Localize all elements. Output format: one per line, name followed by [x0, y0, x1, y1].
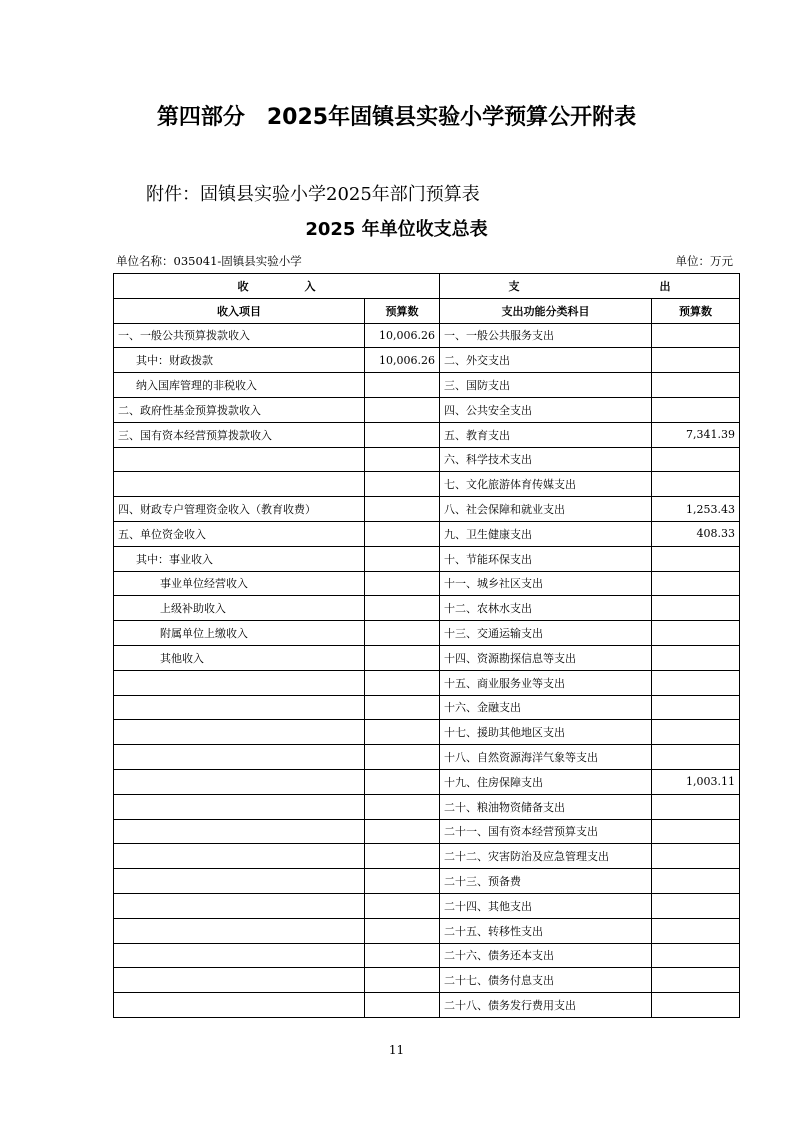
expense-amount-cell [652, 918, 740, 943]
income-amount-cell [365, 670, 440, 695]
income-item-cell [114, 447, 365, 472]
table-row [114, 720, 740, 745]
expense-amount-cell [652, 645, 740, 670]
income-item-cell [114, 893, 365, 918]
table-row [114, 323, 740, 348]
table-row [114, 943, 740, 968]
income-item-cell [114, 993, 365, 1018]
income-item-cell: 事业单位经营收入 [114, 571, 365, 596]
expense-amount-cell [652, 348, 740, 373]
expense-amount-cell [652, 546, 740, 571]
expense-item-cell: 十六、金融支出 [440, 695, 652, 720]
income-item-header: 收入项目 [114, 298, 365, 323]
table-row [114, 769, 740, 794]
expense-item-header: 支出功能分类科目 [440, 298, 652, 323]
table-body [114, 323, 740, 1017]
expense-item-cell: 二、外交支出 [440, 348, 652, 373]
expense-item-cell: 二十四、其他支出 [440, 893, 652, 918]
income-amount-cell: 10,006.26 [365, 348, 440, 373]
income-item-cell [114, 670, 365, 695]
table-row [114, 670, 740, 695]
income-item-cell: 二、政府性基金预算拨款收入 [114, 397, 365, 422]
income-amount-cell [365, 720, 440, 745]
expense-item-cell: 二十八、债务发行费用支出 [440, 993, 652, 1018]
table-row [114, 571, 740, 596]
expense-item-cell: 二十五、转移性支出 [440, 918, 652, 943]
table-header-group-row [114, 274, 740, 299]
expense-item-cell: 十七、援助其他地区支出 [440, 720, 652, 745]
expense-item-cell: 五、教育支出 [440, 422, 652, 447]
expense-amount-cell [652, 993, 740, 1018]
page-title: 第四部分 2025年固镇县实验小学预算公开附表 [156, 105, 637, 130]
table-title: 2025 年单位收支总表 [305, 219, 488, 240]
expense-amount-cell [652, 397, 740, 422]
table-row [114, 497, 740, 522]
income-item-cell: 一、一般公共预算拨款收入 [114, 323, 365, 348]
income-amount-cell [365, 943, 440, 968]
income-group-header [114, 274, 440, 299]
expense-amount-cell [652, 794, 740, 819]
expense-amount-cell [652, 869, 740, 894]
table-row [114, 447, 740, 472]
expense-item-cell: 十一、城乡社区支出 [440, 571, 652, 596]
income-item-cell: 其中：事业收入 [114, 546, 365, 571]
table-row [114, 521, 740, 546]
page-number: 11 [388, 1043, 405, 1057]
table-row [114, 472, 740, 497]
income-item-cell [114, 720, 365, 745]
expense-item-cell: 三、国防支出 [440, 373, 652, 398]
income-amount-cell [365, 968, 440, 993]
income-amount-cell [365, 819, 440, 844]
table-row [114, 621, 740, 646]
expense-item-cell: 十四、资源勘探信息等支出 [440, 645, 652, 670]
expense-amount-cell [652, 968, 740, 993]
expense-amount-cell [652, 844, 740, 869]
income-item-cell: 附属单位上缴收入 [114, 621, 365, 646]
table-row [114, 373, 740, 398]
expense-item-cell: 六、科学技术支出 [440, 447, 652, 472]
table-row [114, 869, 740, 894]
income-amount-cell [365, 695, 440, 720]
table-row [114, 993, 740, 1018]
income-budget-header: 预算数 [365, 298, 440, 323]
expense-amount-cell [652, 472, 740, 497]
expense-amount-cell: 1,003.11 [652, 769, 740, 794]
income-item-cell [114, 695, 365, 720]
income-amount-cell [365, 596, 440, 621]
expense-item-cell: 二十、粮油物资储备支出 [440, 794, 652, 819]
income-amount-cell [365, 993, 440, 1018]
income-item-cell: 纳入国库管理的非税收入 [114, 373, 365, 398]
income-amount-cell [365, 869, 440, 894]
income-item-cell: 三、国有资本经营预算拨款收入 [114, 422, 365, 447]
expense-amount-cell [652, 447, 740, 472]
expense-amount-cell [652, 943, 740, 968]
income-amount-cell [365, 769, 440, 794]
expense-group-char-2: 出 [659, 279, 671, 293]
income-item-cell [114, 769, 365, 794]
income-item-cell: 其中：财政拨款 [114, 348, 365, 373]
expense-amount-cell [652, 819, 740, 844]
unit-label: 单位：万元 [675, 254, 733, 268]
expense-item-cell: 十三、交通运输支出 [440, 621, 652, 646]
expense-amount-cell: 7,341.39 [652, 422, 740, 447]
expense-item-cell: 二十七、债务付息支出 [440, 968, 652, 993]
income-item-cell [114, 819, 365, 844]
income-item-cell [114, 745, 365, 770]
expense-amount-cell [652, 323, 740, 348]
income-item-cell: 四、财政专户管理资金收入（教育收费） [114, 497, 365, 522]
table-row [114, 695, 740, 720]
income-amount-cell [365, 918, 440, 943]
expense-item-cell: 十八、自然资源海洋气象等支出 [440, 745, 652, 770]
income-item-cell [114, 794, 365, 819]
expense-amount-cell [652, 596, 740, 621]
income-item-cell [114, 472, 365, 497]
table-row [114, 968, 740, 993]
expense-item-cell: 一、一般公共服务支出 [440, 323, 652, 348]
income-group-char-1: 收 [237, 279, 249, 293]
table-row [114, 794, 740, 819]
expense-item-cell: 九、卫生健康支出 [440, 521, 652, 546]
unit-name: 单位名称：035041-固镇县实验小学 [116, 254, 302, 268]
expense-item-cell: 十五、商业服务业等支出 [440, 670, 652, 695]
income-item-cell [114, 844, 365, 869]
expense-amount-cell: 408.33 [652, 521, 740, 546]
expense-item-cell: 二十二、灾害防治及应急管理支出 [440, 844, 652, 869]
expense-amount-cell [652, 670, 740, 695]
expense-item-cell: 十二、农林水支出 [440, 596, 652, 621]
expense-amount-cell: 1,253.43 [652, 497, 740, 522]
expense-amount-cell [652, 571, 740, 596]
table-row [114, 918, 740, 943]
table-row [114, 819, 740, 844]
income-amount-cell [365, 447, 440, 472]
income-amount-cell [365, 472, 440, 497]
income-group-char-2: 入 [304, 279, 316, 293]
table-row [114, 348, 740, 373]
expense-item-cell: 二十一、国有资本经营预算支出 [440, 819, 652, 844]
income-amount-cell [365, 621, 440, 646]
table-row [114, 893, 740, 918]
expense-item-cell: 四、公共安全支出 [440, 397, 652, 422]
expense-item-cell: 十、节能环保支出 [440, 546, 652, 571]
expense-amount-cell [652, 695, 740, 720]
income-amount-cell [365, 893, 440, 918]
expense-item-cell: 十九、住房保障支出 [440, 769, 652, 794]
budget-summary-table [113, 273, 740, 1018]
income-amount-cell [365, 497, 440, 522]
expense-amount-cell [652, 893, 740, 918]
expense-item-cell: 二十六、债务还本支出 [440, 943, 652, 968]
income-amount-cell [365, 373, 440, 398]
table-row [114, 397, 740, 422]
income-item-cell [114, 918, 365, 943]
table-row [114, 596, 740, 621]
income-amount-cell [365, 521, 440, 546]
income-item-cell [114, 869, 365, 894]
income-amount-cell [365, 571, 440, 596]
expense-item-cell: 八、社会保障和就业支出 [440, 497, 652, 522]
expense-item-cell: 二十三、预备费 [440, 869, 652, 894]
expense-budget-header: 预算数 [652, 298, 740, 323]
income-item-cell [114, 968, 365, 993]
expense-group-char-1: 支 [508, 279, 520, 293]
income-item-cell: 五、单位资金收入 [114, 521, 365, 546]
income-amount-cell [365, 546, 440, 571]
income-item-cell: 上级补助收入 [114, 596, 365, 621]
income-amount-cell [365, 397, 440, 422]
expense-amount-cell [652, 720, 740, 745]
table-row [114, 844, 740, 869]
income-amount-cell [365, 844, 440, 869]
income-amount-cell [365, 745, 440, 770]
expense-amount-cell [652, 745, 740, 770]
expense-item-cell: 七、文化旅游体育传媒支出 [440, 472, 652, 497]
table-row [114, 422, 740, 447]
table-column-header-row [114, 298, 740, 323]
table-row [114, 645, 740, 670]
income-amount-cell [365, 794, 440, 819]
table-row [114, 745, 740, 770]
income-item-cell: 其他收入 [114, 645, 365, 670]
expense-amount-cell [652, 373, 740, 398]
attachment-heading: 附件：固镇县实验小学2025年部门预算表 [146, 184, 480, 205]
income-amount-cell [365, 645, 440, 670]
income-amount-cell [365, 422, 440, 447]
income-item-cell [114, 943, 365, 968]
income-amount-cell: 10,006.26 [365, 323, 440, 348]
table-row [114, 546, 740, 571]
expense-amount-cell [652, 621, 740, 646]
expense-group-header [440, 274, 740, 299]
